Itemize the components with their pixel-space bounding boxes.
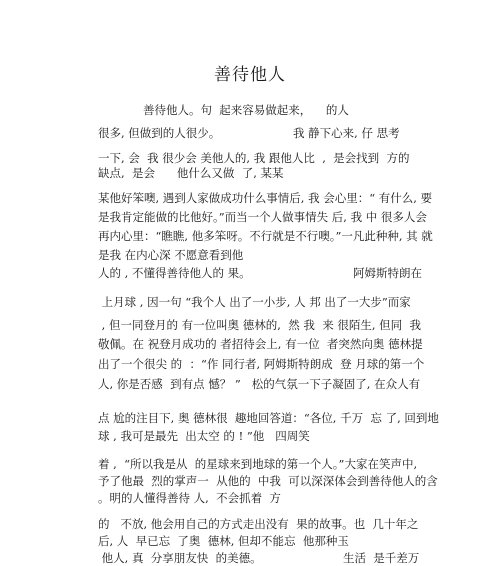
text-line: 人的 , 不懂得善待他人的 果。 — [98, 266, 251, 280]
text-line: 的 不放, 他会用自己的方式走出没有 果的故事。也 几十年之 — [98, 517, 419, 531]
text-line: 生活 是千差万 — [343, 551, 420, 565]
text-line: 很多, 但做到的人很少。 — [98, 126, 221, 140]
text-line: 善待他人。句 起来容易做起来， 的人 — [143, 103, 349, 117]
text-line: 出了一个很尖 的 ：“作 同行者, 阿姆斯特朗成 登 月球的第一个 — [98, 357, 425, 371]
text-line: 后, 人 早已忘 了奥 德林, 但却不能忘 他那种玉 — [98, 534, 349, 548]
text-line: 是我 在内心深 不愿意看到他 — [98, 248, 244, 262]
text-line: 阿姆斯特朗在 — [353, 266, 422, 280]
text-line: 点 尬的注目下, 奥 德林很 趣地回答道：“各位, 千万 忘 了, 回到地 — [98, 411, 439, 425]
text-line: 他人, 真 分享朋友快 的美德。 — [98, 551, 262, 565]
text-line: 球 , 我可是最先 出太空 的 ! ”他 四周笑 — [98, 429, 310, 443]
text-line: 上月球 , 因一句 “我个人 出了一小步, 人 邦 出了一大步”而家 — [98, 295, 411, 309]
text-line: 是我肯定能做的比他好。”而当一个人做事情失 后, 我 中 很多人会 — [98, 210, 427, 224]
text-line: 着 , “所以我是从 的星球来到地球的第一个人。”大家在笑声中, — [98, 457, 418, 471]
text-line: 一下, 会 我 很少会 美他人的, 我 跟他人比 , 是会找到 方的 — [98, 151, 410, 165]
text-line: 缺点, 是会 他什么又做 了, 某某 — [98, 166, 284, 180]
text-line: , 但一同登月的 有一位叫奥 德林的, 然 我 来 很陌生, 但同 我 — [98, 318, 421, 332]
text-line: 予了他最 烈的掌声一 从他的 中我 可以深深体会到善待他人的含 — [98, 474, 438, 488]
text-line: 某他好笨噢, 遇到人家做成功什么事情后, 我 会心里：“ 有什么, 要 — [98, 191, 433, 205]
text-line: 人, 你是否感 到有点 憾？ ” 松的气氛一下子凝固了, 在众人有 — [98, 377, 421, 391]
text-line: 敬佩。在 祝登月成功的 者招待会上, 有一位 者突然向奥 德林提 — [98, 337, 423, 351]
text-line: 我 静下心来, 仔 思考 — [293, 126, 400, 140]
document-title: 善待他人 — [214, 65, 286, 85]
text-line: 。明的人懂得善待 人, 不会抓着 方 — [98, 491, 281, 505]
text-line: 再内心里：“瞧瞧, 他多笨呀。不行就是不行噢。”一凡此种种, 其 就 — [98, 229, 433, 243]
